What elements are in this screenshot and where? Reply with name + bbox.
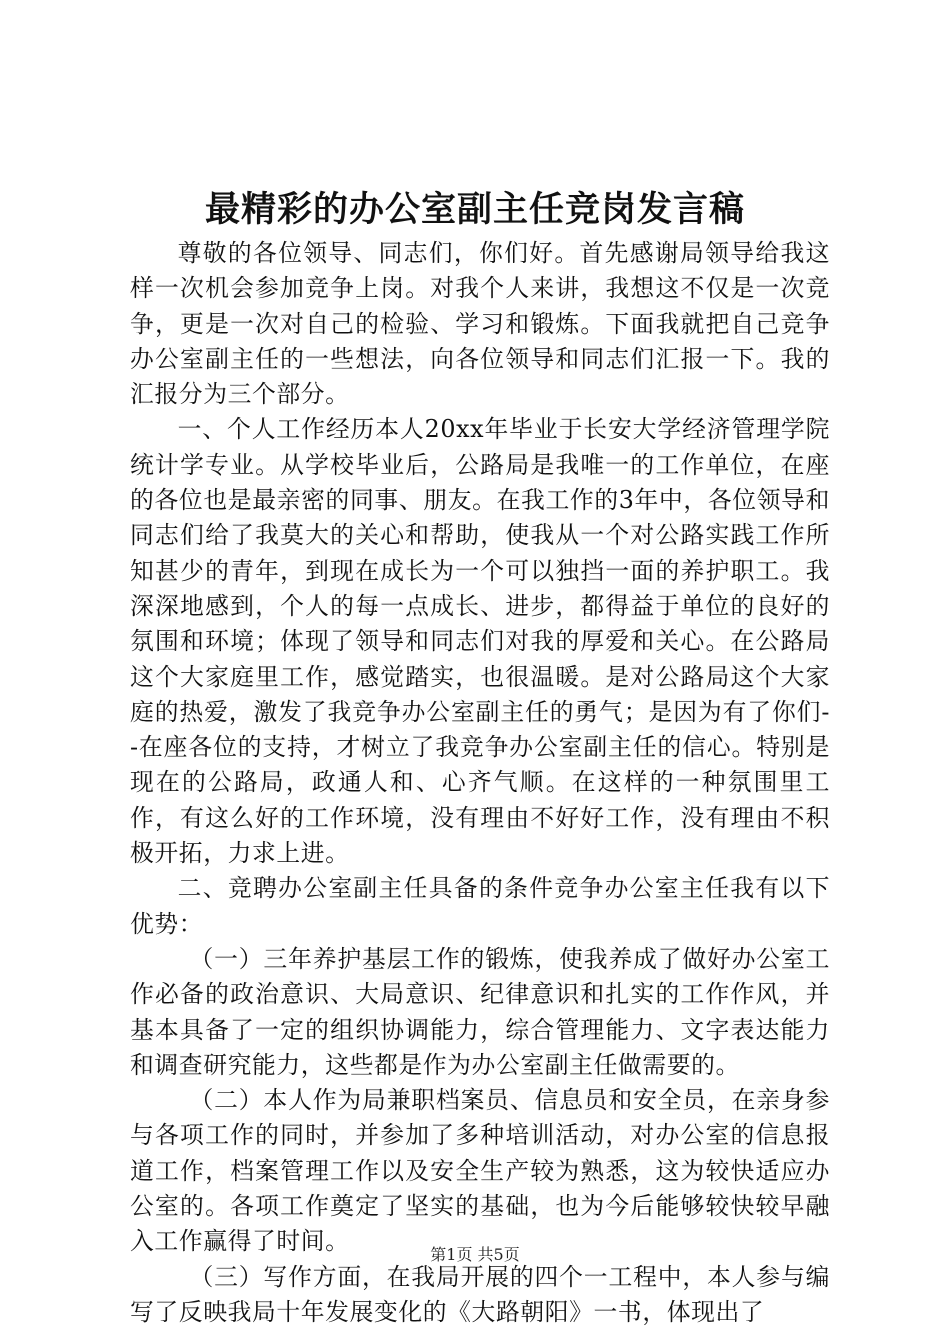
paragraph-advantage-three: （三）写作方面，在我局开展的四个一工程中，本人参与编写了反映我局十年发展变化的《大路朝阳》一书，体现出了 [130, 1262, 830, 1326]
page-footer: 第1页 共5页 [430, 1245, 520, 1264]
paragraph-advantage-one: （一）三年养护基层工作的锻炼，使我养成了做好办公室工作必备的政治意识、大局意识、纪律意识和扎实的工作作风，并基本具备了一定的组织协调能力，综合管理能力、文字表达能力和调查研究能力，这些都是作为办公室副主任做需要的。 [130, 944, 830, 1079]
document-title: 最精彩的办公室副主任竞岗发言稿 [204, 189, 745, 230]
document-body [130, 236, 830, 1330]
paragraph-advantage-two: （二）本人作为局兼职档案员、信息员和安全员，在亲身参与各项工作的同时，并参加了多种培训活动，对办公室的信息报道工作，档案管理工作以及安全生产较为熟悉，这为较快适应办公室的。各项工作奠定了坚实的基础，也为今后能够较快较早融入工作赢得了时间。 [130, 1086, 830, 1256]
paragraph-work-experience: 一、个人工作经历本人20xx年毕业于长安大学经济管理学院统计学专业。从学校毕业后，公路局是我唯一的工作单位，在座的各位也是最亲密的同事、朋友。在我工作的3年中，各位领导和同志们给了我莫大的关心和帮助，使我从一个对公路实践工作所知甚少的青年，到现在成长为一个可以独挡一面的养护职工。我深深地感到，个人的每一点成长、进步，都得益于单位的良好的氛围和环境；体现了领导和同志们对我的厚爱和关心。在公路局这个大家庭里工作，感觉踏实，也很温暖。是对公路局这个大家庭的热爱，激发了我竞争办公室副主任的勇气；是因为有了你们--在座各位的支持，才树立了我竞争办公室副主任的信心。特别是现在的公路局，政通人和、心齐气顺。在这样的一种氛围里工作，有这么好的工作环境，没有理由不好好工作，没有理由不积极开拓，力求上进。 [130, 415, 830, 868]
paragraph-qualifications-heading: 二、竞聘办公室副主任具备的条件竞争办公室主任我有以下优势： [130, 874, 830, 938]
paragraph-greeting: 尊敬的各位领导、同志们，你们好。首先感谢局领导给我这样一次机会参加竞争上岗。对我个人来讲，我想这不仅是一次竞争，更是一次对自己的检验、学习和锻炼。下面我就把自己竞争办公室副主任的一些想法，向各位领导和同志们汇报一下。我的汇报分为三个部分。 [130, 239, 830, 409]
